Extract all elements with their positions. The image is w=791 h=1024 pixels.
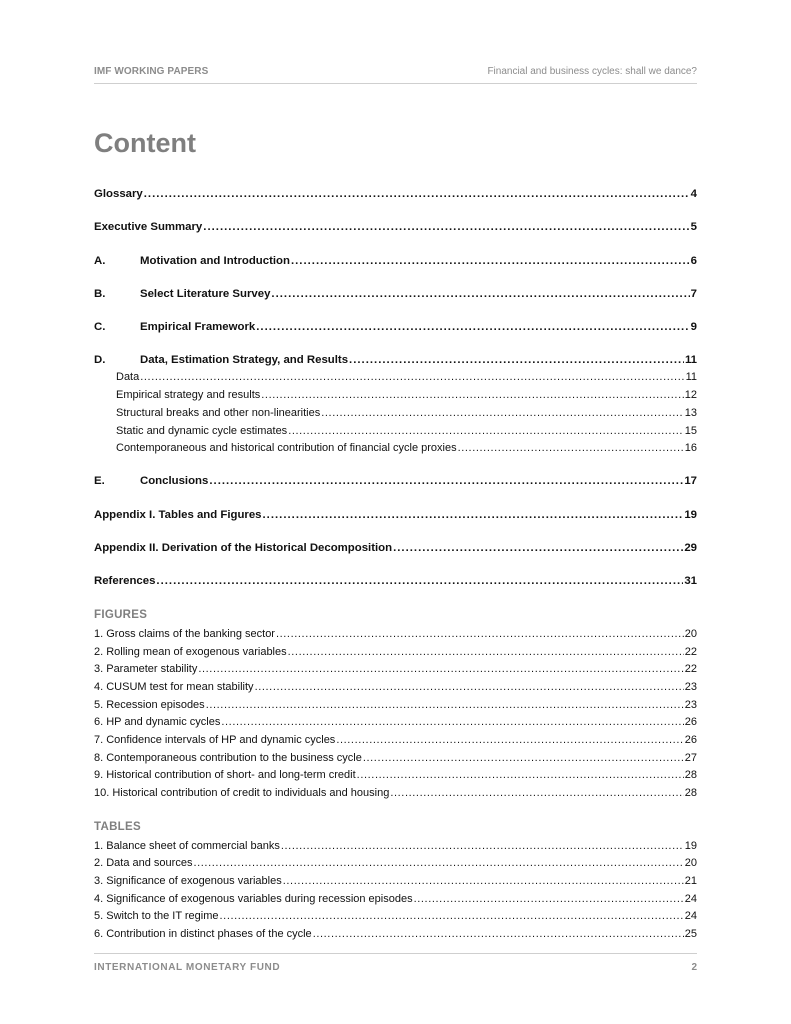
toc-entry-label: References [94, 575, 156, 587]
figure-list-item[interactable] [94, 733, 697, 748]
toc-entry-label: 9. Historical contribution of short- and long-term credit [94, 769, 356, 781]
toc-entry-label: 10. Historical contribution of credit to individuals and housing [94, 787, 390, 799]
page-header [94, 64, 697, 84]
toc-entry-page: 7 [690, 288, 697, 300]
toc-entry-label: 8. Contemporaneous contribution to the business cycle [94, 752, 362, 764]
toc-entry-label: Conclusions [140, 475, 209, 487]
toc-entry-label: 6. HP and dynamic cycles [94, 716, 221, 728]
toc-entry-label: Structural breaks and other non-linearities [116, 407, 321, 419]
figure-list-item[interactable] [94, 680, 697, 695]
toc-entry-page: 17 [684, 475, 697, 487]
header-series-title: IMF WORKING PAPERS [94, 66, 209, 77]
toc-leader-dots [263, 508, 684, 523]
toc-leader-dots [198, 662, 683, 677]
toc-leader-dots [209, 474, 683, 489]
toc-entry-page: 26 [684, 734, 697, 746]
toc-entry-label: Glossary [94, 188, 143, 200]
table-list-item[interactable] [94, 927, 697, 942]
toc-leader-dots [203, 220, 689, 235]
toc-entry-label: Empirical strategy and results [116, 389, 261, 401]
toc-entry-label: Motivation and Introduction [140, 255, 290, 267]
toc-subentry[interactable] [116, 424, 697, 439]
page-title: Content [94, 128, 196, 158]
figure-list-item[interactable] [94, 768, 697, 783]
figures-heading: FIGURES [94, 609, 148, 621]
figure-list-item[interactable] [94, 662, 697, 677]
toc-subentry[interactable] [116, 388, 697, 403]
toc-entry-page: 24 [684, 910, 697, 922]
toc-entry-letter: B. [94, 288, 106, 300]
toc-entry-references[interactable] [94, 574, 697, 589]
toc-leader-dots [288, 645, 684, 660]
tables-heading: TABLES [94, 821, 141, 833]
toc-entry-label: Contemporaneous and historical contribution of financial cycle proxies [116, 442, 457, 454]
toc-entry-page: 4 [690, 188, 697, 200]
toc-entry-section-a[interactable] [94, 254, 697, 269]
toc-entry-label: Executive Summary [94, 221, 203, 233]
footer-publisher: INTERNATIONAL MONETARY FUND [94, 962, 281, 973]
toc-leader-dots [255, 680, 684, 695]
toc-entry-page: 20 [684, 628, 697, 640]
toc-leader-dots [281, 839, 684, 854]
toc-leader-dots [390, 786, 683, 801]
toc-entry-label: 3. Parameter stability [94, 663, 198, 675]
toc-entry-page: 11 [685, 371, 697, 383]
toc-entry-label: Data, Estimation Strategy, and Results [140, 354, 349, 366]
toc-entry-executive-summary[interactable] [94, 220, 697, 235]
toc-entry-page: 31 [684, 575, 697, 587]
toc-entry-label: 2. Data and sources [94, 857, 193, 869]
toc-entry-page: 20 [684, 857, 697, 869]
toc-entry-page: 24 [684, 893, 697, 905]
toc-entry-page: 5 [690, 221, 697, 233]
toc-entry-section-e[interactable] [94, 474, 697, 489]
toc-entry-page: 19 [684, 840, 697, 852]
toc-entry-label: 7. Confidence intervals of HP and dynamic cycles [94, 734, 336, 746]
toc-entry-label: 4. CUSUM test for mean stability [94, 681, 254, 693]
toc-entry-letter: A. [94, 255, 106, 267]
toc-leader-dots [458, 441, 684, 456]
toc-leader-dots [313, 927, 684, 942]
table-list-item[interactable] [94, 892, 697, 907]
toc-leader-dots [221, 715, 683, 730]
toc-entry-page: 9 [690, 321, 697, 333]
toc-entry-page: 23 [684, 699, 697, 711]
toc-entry-section-c[interactable] [94, 320, 697, 335]
toc-leader-dots [261, 388, 683, 403]
figure-list-item[interactable] [94, 715, 697, 730]
figure-list-item[interactable] [94, 698, 697, 713]
toc-entry-letter: C. [94, 321, 106, 333]
table-list-item[interactable] [94, 839, 697, 854]
toc-entry-page: 15 [684, 425, 697, 437]
toc-leader-dots [321, 406, 684, 421]
table-list-item[interactable] [94, 874, 697, 889]
toc-entry-page: 19 [684, 509, 697, 521]
toc-entry-page: 22 [684, 663, 697, 675]
toc-entry-label: 2. Rolling mean of exogenous variables [94, 646, 287, 658]
toc-leader-dots [193, 856, 683, 871]
toc-entry-label: Appendix II. Derivation of the Historical Decomposition [94, 542, 393, 554]
toc-leader-dots [220, 909, 684, 924]
toc-leader-dots [288, 424, 684, 439]
toc-entry-page: 23 [684, 681, 697, 693]
toc-entry-page: 27 [684, 752, 697, 764]
toc-entry-page: 11 [684, 354, 697, 366]
toc-entry-appendix-1[interactable] [94, 508, 697, 523]
toc-entry-label: Empirical Framework [140, 321, 256, 333]
toc-entry-page: 29 [684, 542, 697, 554]
table-list-item[interactable] [94, 856, 697, 871]
toc-leader-dots [144, 187, 690, 202]
toc-entry-page: 26 [684, 716, 697, 728]
toc-leader-dots [393, 541, 683, 556]
page-footer [94, 953, 697, 980]
toc-entry-page: 21 [684, 875, 697, 887]
toc-entry-page: 6 [690, 255, 697, 267]
toc-entry-label: 3. Significance of exogenous variables [94, 875, 282, 887]
toc-subentry[interactable] [116, 370, 697, 385]
toc-leader-dots [357, 768, 684, 783]
toc-leader-dots [283, 874, 684, 889]
toc-entry-page: 16 [684, 442, 697, 454]
toc-leader-dots [349, 353, 684, 368]
toc-entry-page: 28 [684, 787, 697, 799]
toc-leader-dots [156, 574, 683, 589]
toc-leader-dots [140, 370, 684, 385]
toc-entry-page: 28 [684, 769, 697, 781]
toc-subentry[interactable] [116, 406, 697, 421]
toc-entry-letter: E. [94, 475, 105, 487]
toc-entry-section-b[interactable] [94, 287, 697, 302]
figure-list-item[interactable] [94, 751, 697, 766]
figure-list-item[interactable] [94, 645, 697, 660]
toc-entry-label: Select Literature Survey [140, 288, 271, 300]
toc-leader-dots [206, 698, 684, 713]
header-paper-title: Financial and business cycles: shall we dance? [487, 66, 697, 77]
toc-leader-dots [271, 287, 689, 302]
toc-entry-label: 5. Recession episodes [94, 699, 205, 711]
table-list-item[interactable] [94, 909, 697, 924]
toc-entry-letter: D. [94, 354, 106, 366]
toc-leader-dots [291, 254, 690, 269]
toc-entry-label: 1. Gross claims of the banking sector [94, 628, 275, 640]
toc-entry-label: Appendix I. Tables and Figures [94, 509, 262, 521]
toc-entry-page: 22 [684, 646, 697, 658]
toc-leader-dots [414, 892, 684, 907]
toc-entry-glossary[interactable] [94, 187, 697, 202]
footer-page-number: 2 [691, 962, 697, 973]
toc-entry-page: 13 [684, 407, 697, 419]
toc-leader-dots [336, 733, 683, 748]
figure-list-item[interactable] [94, 627, 697, 642]
toc-entry-page: 12 [684, 389, 697, 401]
toc-leader-dots [276, 627, 684, 642]
toc-entry-page: 25 [684, 928, 697, 940]
figure-list-item[interactable] [94, 786, 697, 801]
toc-entry-label: Static and dynamic cycle estimates [116, 425, 288, 437]
toc-entry-label: 5. Switch to the IT regime [94, 910, 219, 922]
toc-subentry[interactable] [116, 441, 697, 456]
toc-entry-label: 1. Balance sheet of commercial banks [94, 840, 280, 852]
toc-entry-label: Data [116, 371, 140, 383]
toc-entry-appendix-2[interactable] [94, 541, 697, 556]
toc-entry-label: 6. Contribution in distinct phases of the cycle [94, 928, 312, 940]
toc-leader-dots [363, 751, 684, 766]
toc-leader-dots [256, 320, 689, 335]
toc-entry-label: 4. Significance of exogenous variables during recession episodes [94, 893, 413, 905]
toc-entry-section-d[interactable] [94, 353, 697, 368]
